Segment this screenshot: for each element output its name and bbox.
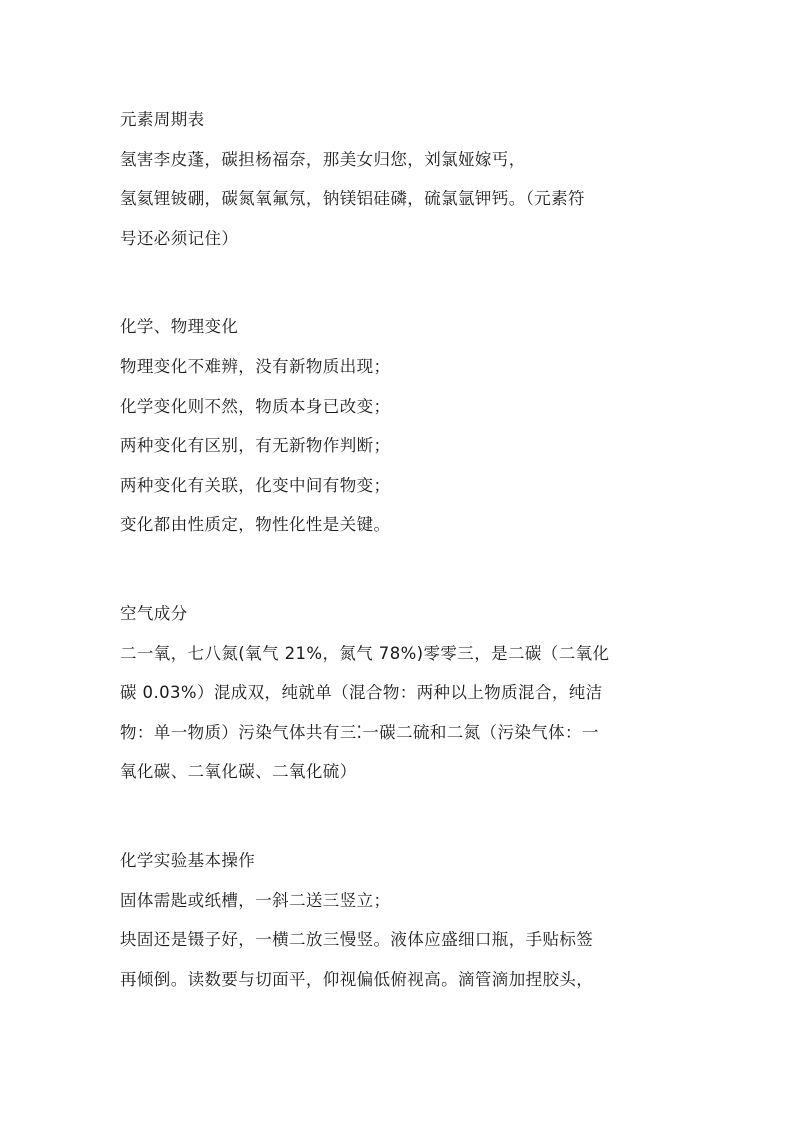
text-line: 氧化碳、二氧化碳、二氧化硫）: [120, 762, 357, 782]
text-line: 号还必须记住）: [120, 228, 239, 248]
text-line: 碳 0.03%）混成双，纯就单（混合物：两种以上物质混合，纯洁: [120, 683, 603, 703]
section-gap: [120, 258, 676, 307]
text-line: 氢害李皮蓬，碳担杨福奈，那美女归您，刘氯娅嫁丐，: [120, 149, 526, 169]
text-line: 块固还是镊子好，一横二放三慢竖。液体应盛细口瓶，手贴标签: [120, 930, 594, 950]
section-title: 化学、物理变化: [120, 317, 239, 337]
text-line: 物理变化不难辨，没有新物质出现；: [120, 356, 391, 376]
text-line: 两种变化有区别，有无新物作判断；: [120, 436, 391, 456]
text-line: 变化都由性质定，物性化性是关键。: [120, 515, 391, 535]
text-line: 固体需匙或纸槽，一斜二送三竖立；: [120, 890, 391, 910]
text-line: 化学变化则不然，物质本身已改变；: [120, 396, 391, 416]
section-title: 化学实验基本操作: [120, 850, 256, 870]
text-line: 物：单一物质）污染气体共有三⁚一碳二硫和二氮（污染气体：一: [120, 722, 599, 742]
section-gap: [120, 792, 676, 841]
document-page: [120, 100, 676, 999]
section-lab-operations: [120, 841, 676, 999]
section-title: 元素周期表: [120, 110, 205, 129]
section-title: 空气成分: [120, 603, 188, 623]
section-gap: [120, 545, 676, 594]
text-line: 氢氦锂铍硼，碳氮氧氟氖，钠镁铝硅磷，硫氯氩钾钙。（元素符: [120, 189, 585, 209]
section-air-composition: [120, 594, 676, 792]
text-line: 再倾倒。读数要与切面平，仰视偏低俯视高。滴管滴加捏胶头，: [120, 969, 594, 989]
section-chemical-physical-change: [120, 307, 676, 545]
text-line: 二一氧，七八氮(氧气 21%，氮气 78%)零零三，是二碳（二氧化: [120, 643, 610, 663]
section-periodic-table: [120, 100, 676, 258]
text-line: 两种变化有关联，化变中间有物变；: [120, 475, 391, 495]
